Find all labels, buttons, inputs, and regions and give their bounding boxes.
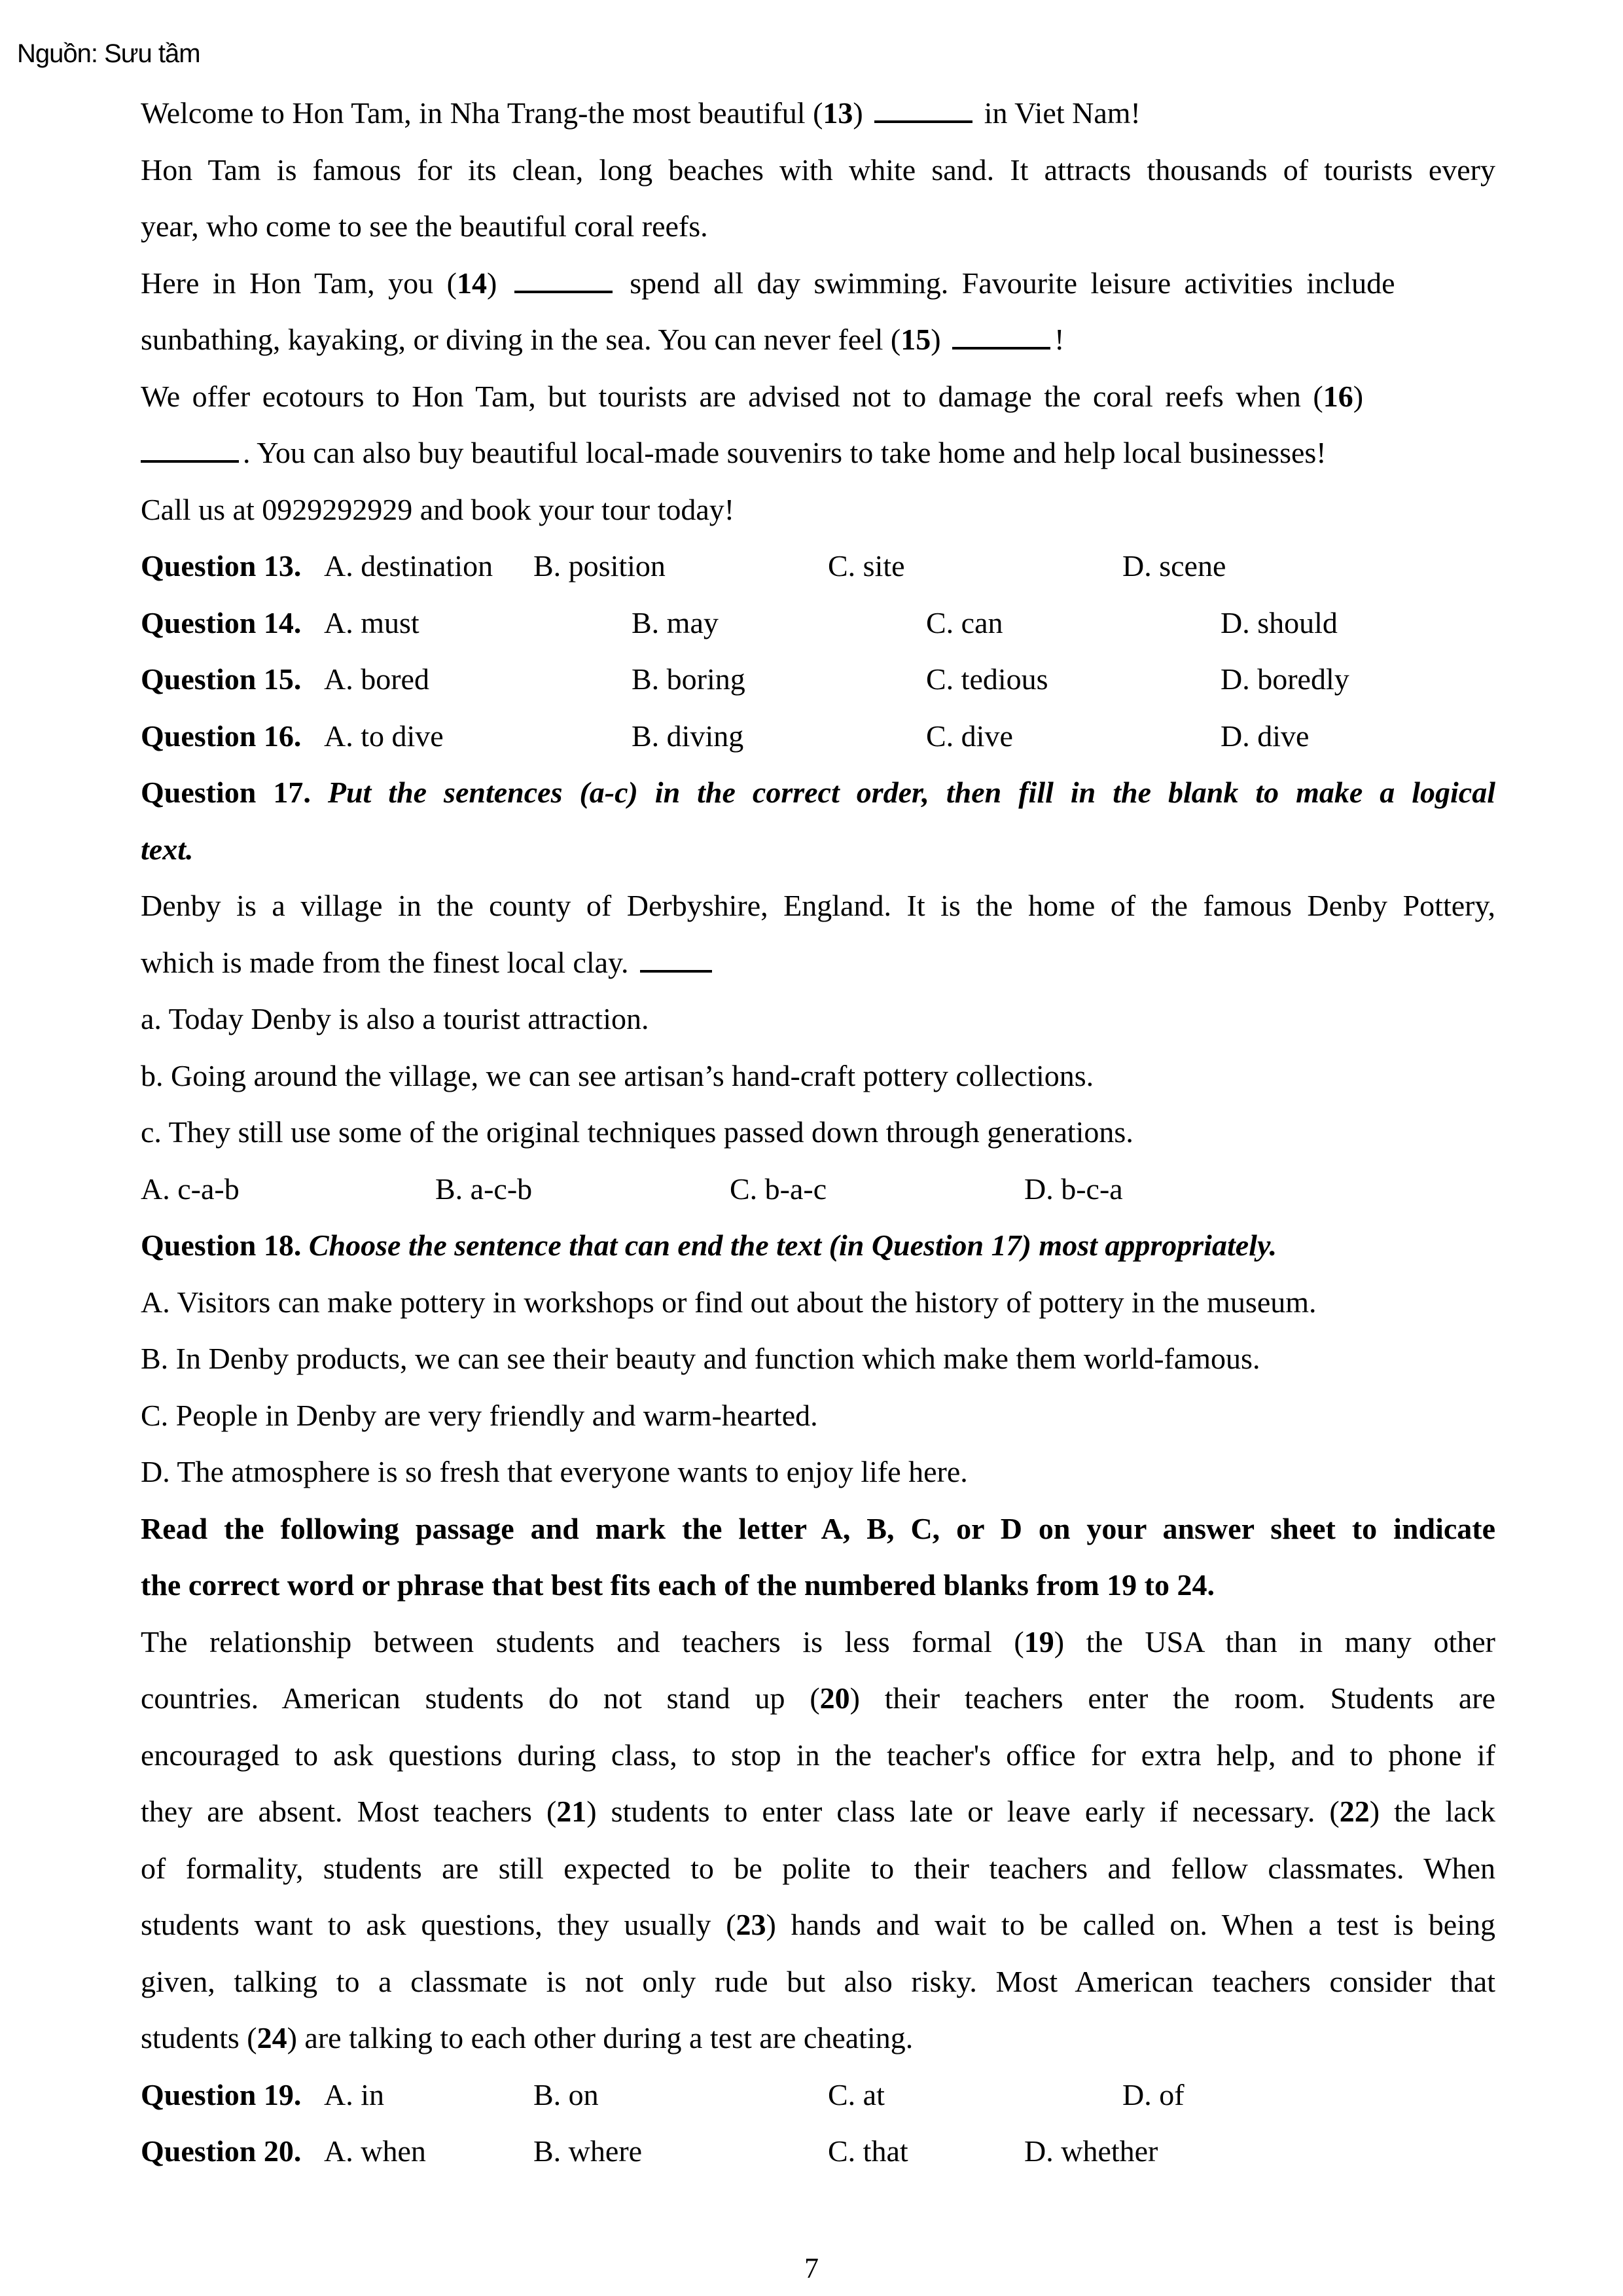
- option-c[interactable]: C. People in Denby are very friendly and warm-hearted.: [141, 1398, 818, 1432]
- option-d[interactable]: D. boredly: [1221, 662, 1349, 696]
- passage2-line-3: encouraged to ask questions during class, to stop in the teacher's office for extra help, and to phone if: [141, 1738, 1495, 1772]
- passage2-line-1: The relationship between students and teachers is less formal (19) the USA than in many other: [141, 1624, 1495, 1659]
- blank-17: [640, 944, 712, 973]
- question-18-instruction: Question 18. Choose the sentence that can end the text (in Question 17) most appropriately.: [141, 1229, 1277, 1262]
- blank-number-24: 24: [257, 2021, 287, 2054]
- passage1-line-7: . You can also buy beautiful local-made souvenirs to take home and help local businesses!: [141, 425, 1495, 482]
- question-label: Question 17.: [141, 776, 311, 809]
- question-19: [141, 2067, 1495, 2124]
- option-d[interactable]: D. of: [1122, 2077, 1185, 2111]
- question-17-sentence-b: b. Going around the village, we can see artisan’s hand-craft pottery collections.: [141, 1058, 1094, 1092]
- option-c[interactable]: C. site: [828, 549, 905, 583]
- blank-number-15: 15: [901, 323, 931, 356]
- blank-number-13: 13: [823, 96, 853, 130]
- question-14: [141, 595, 1495, 652]
- option-c[interactable]: C. that: [828, 2134, 908, 2168]
- passage1-line-5: sunbathing, kayaking, or diving in the sea. You can never feel (15) !: [141, 312, 1495, 368]
- passage1-line-8: Call us at 0929292929 and book your tour today!: [141, 492, 735, 526]
- passage1-line-4: Here in Hon Tam, you (14) spend all day swimming. Favourite leisure activities include: [141, 255, 1495, 312]
- question-13: [141, 538, 1495, 595]
- exam-page: [141, 85, 1495, 2180]
- question-17-instruction-cont: text.: [141, 832, 194, 866]
- question-label: Question 15.: [141, 662, 302, 696]
- question-17-sentence-c: c. They still use some of the original techniques passed down through generations.: [141, 1115, 1133, 1149]
- option-c[interactable]: C. at: [828, 2077, 885, 2111]
- page-number: 7: [804, 2252, 819, 2284]
- option-d[interactable]: D. dive: [1221, 719, 1310, 753]
- question-17-text-2: which is made from the finest local clay.: [141, 935, 1495, 992]
- option-b[interactable]: B. where: [533, 2134, 643, 2168]
- blank-number-22: 22: [1339, 1795, 1370, 1828]
- option-b[interactable]: B. on: [533, 2077, 599, 2111]
- passage2-line-5: of formality, students are still expected to be polite to their teachers and fellow classmates. When: [141, 1851, 1495, 1885]
- option-d[interactable]: D. The atmosphere is so fresh that everyone wants to enjoy life here.: [141, 1455, 968, 1488]
- question-label: Question 18.: [141, 1229, 302, 1262]
- question-17-options: [141, 1161, 1495, 1218]
- option-c[interactable]: C. dive: [926, 719, 1013, 753]
- blank-number-23: 23: [736, 1908, 766, 1941]
- option-c[interactable]: C. can: [926, 605, 1003, 639]
- option-a[interactable]: A. bored: [324, 662, 429, 696]
- option-d[interactable]: D. b-c-a: [1024, 1172, 1123, 1206]
- blank-number-14: 14: [456, 266, 487, 300]
- passage1-line-1: Welcome to Hon Tam, in Nha Trang-the most beautiful (13) in Viet Nam!: [141, 85, 1495, 142]
- question-20: [141, 2123, 1495, 2180]
- blank-15: [952, 321, 1050, 350]
- option-a[interactable]: A. Visitors can make pottery in workshops or find out about the history of pottery in the museum.: [141, 1285, 1317, 1319]
- blank-13: [874, 94, 972, 123]
- option-c[interactable]: C. tedious: [926, 662, 1048, 696]
- option-b[interactable]: B. may: [632, 605, 719, 639]
- passage2-line-7: given, talking to a classmate is not only rude but also risky. Most American teachers consider that: [141, 1964, 1495, 1998]
- option-b[interactable]: B. a-c-b: [435, 1172, 533, 1206]
- passage1-line-6: We offer ecotours to Hon Tam, but tourists are advised not to damage the coral reefs when (16): [141, 379, 1364, 413]
- blank-number-20: 20: [819, 1681, 850, 1715]
- question-label: Question 14.: [141, 605, 302, 639]
- option-a[interactable]: A. to dive: [324, 719, 444, 753]
- passage1-line-2: Hon Tam is famous for its clean, long beaches with white sand. It attracts thousands of tourists every: [141, 152, 1495, 187]
- option-c[interactable]: C. b-a-c: [730, 1172, 827, 1206]
- blank-number-19: 19: [1024, 1624, 1054, 1659]
- option-b[interactable]: B. position: [533, 549, 666, 583]
- option-a[interactable]: A. when: [324, 2134, 426, 2168]
- section-instruction-2: the correct word or phrase that best fits each of the numbered blanks from 19 to 24.: [141, 1568, 1215, 1602]
- option-a[interactable]: A. must: [324, 605, 419, 639]
- question-label: Question 20.: [141, 2134, 302, 2168]
- section-instruction-1: Read the following passage and mark the letter A, B, C, or D on your answer sheet to indicate: [141, 1511, 1495, 1545]
- blank-16: [141, 434, 239, 463]
- blank-14: [514, 264, 613, 293]
- passage2-line-8: students (24) are talking to each other during a test are cheating.: [141, 2021, 914, 2054]
- question-label: Question 13.: [141, 549, 302, 583]
- passage2-line-2: countries. American students do not stand up (20) their teachers enter the room. Students are: [141, 1681, 1496, 1715]
- question-label: Question 19.: [141, 2077, 302, 2111]
- passage2-line-6: students want to ask questions, they usually (23) hands and wait to be called on. When a test is being: [141, 1908, 1495, 1941]
- option-b[interactable]: B. diving: [632, 719, 744, 753]
- option-b[interactable]: B. boring: [632, 662, 745, 696]
- option-a[interactable]: A. c-a-b: [141, 1172, 240, 1206]
- passage2-line-4: they are absent. Most teachers (21) students to enter class late or leave early if necessary. (22) the lack: [141, 1795, 1495, 1828]
- source-note: Nguồn: Sưu tầm: [17, 39, 200, 68]
- option-d[interactable]: D. whether: [1024, 2134, 1158, 2168]
- blank-number-16: 16: [1323, 379, 1353, 413]
- passage1-line-3: year, who come to see the beautiful coral reefs.: [141, 209, 708, 243]
- question-17-sentence-a: a. Today Denby is also a tourist attraction.: [141, 1002, 649, 1035]
- blank-number-21: 21: [556, 1795, 587, 1828]
- option-b[interactable]: B. In Denby products, we can see their beauty and function which make them world-famous.: [141, 1342, 1260, 1375]
- question-17-text-1: Denby is a village in the county of Derbyshire, England. It is the home of the famous Denby Pottery,: [141, 889, 1495, 922]
- option-a[interactable]: A. in: [324, 2077, 384, 2111]
- option-a[interactable]: A. destination: [324, 549, 493, 583]
- question-16: [141, 708, 1495, 765]
- question-15: [141, 651, 1495, 708]
- option-d[interactable]: D. scene: [1122, 549, 1226, 583]
- question-17-instruction: Question 17. Put the sentences (a-c) in the correct order, then fill in the blank to make a logical: [141, 776, 1495, 809]
- option-d[interactable]: D. should: [1221, 605, 1338, 639]
- question-label: Question 16.: [141, 719, 302, 753]
